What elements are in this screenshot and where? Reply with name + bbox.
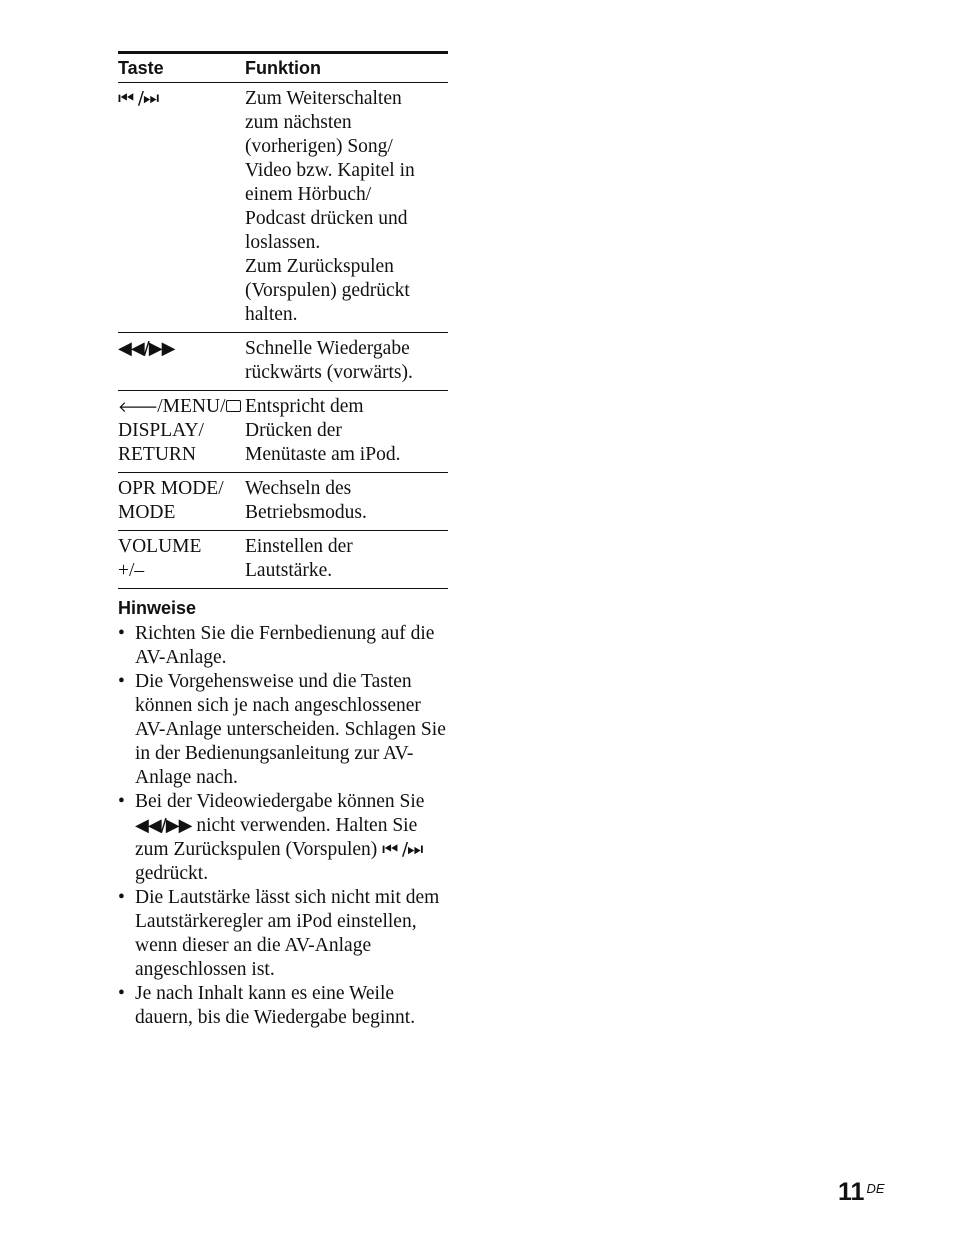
bullet: • bbox=[118, 623, 125, 644]
list-item bbox=[118, 622, 448, 670]
page-language-suffix: DE bbox=[866, 1181, 885, 1196]
note-text: Bei der Videowiedergabe können Sie bbox=[135, 791, 425, 812]
prev-next-icon: ⏮ /⏭ bbox=[118, 88, 159, 109]
key-cell bbox=[118, 83, 245, 333]
table-row bbox=[118, 531, 448, 589]
list-item bbox=[118, 982, 448, 1030]
bullet: • bbox=[118, 983, 125, 1004]
key-label: DISPLAY/ RETURN bbox=[118, 420, 204, 465]
table-header-row bbox=[118, 53, 448, 83]
note-text: nicht verwenden. Halten Sie zum Zurückspulen (Vorspulen) bbox=[135, 815, 418, 860]
key-cell: OPR MODE/ MODE bbox=[118, 473, 245, 531]
note-text: Die Vorgehensweise und die Tasten können sich je nach angeschlossener AV-Anlage unterscheiden. Schlagen Sie in der Bedienungsanleitung zur AV-Anlage nach. bbox=[135, 671, 446, 788]
list-item bbox=[118, 670, 448, 790]
key-function-table bbox=[118, 51, 448, 589]
list-item bbox=[118, 886, 448, 982]
function-cell: Entspricht dem Drücken der Menütaste am iPod. bbox=[245, 391, 448, 473]
table-row bbox=[118, 391, 448, 473]
notes-list bbox=[118, 622, 448, 1030]
key-cell: VOLUME +/– bbox=[118, 531, 245, 589]
key-cell bbox=[118, 333, 245, 391]
display-icon bbox=[226, 400, 241, 412]
table-row bbox=[118, 83, 448, 333]
note-text: Die Lautstärke lässt sich nicht mit dem Lautstärkeregler am iPod einstellen, wenn dieser an die AV-Anlage angeschlossen ist. bbox=[135, 887, 440, 980]
bullet: • bbox=[118, 791, 125, 812]
function-cell: Schnelle Wiedergabe rückwärts (vorwärts). bbox=[245, 333, 448, 391]
note-text: Richten Sie die Fernbedienung auf die AV-Anlage. bbox=[135, 623, 435, 668]
header-function: Funktion bbox=[245, 53, 448, 83]
back-arrow-icon: 🡐 bbox=[118, 398, 158, 416]
notes-heading: Hinweise bbox=[118, 598, 197, 618]
function-cell: Einstellen der Lautstärke. bbox=[245, 531, 448, 589]
bullet: • bbox=[118, 887, 125, 908]
header-key: Taste bbox=[118, 53, 245, 83]
main-column bbox=[118, 51, 448, 1030]
rewind-forward-icon: ◀◀/▶▶ bbox=[118, 338, 175, 359]
note-text: Je nach Inhalt kann es eine Weile dauern, bis die Wiedergabe beginnt. bbox=[135, 983, 416, 1028]
function-cell: Wechseln des Betriebsmodus. bbox=[245, 473, 448, 531]
key-label: /MENU/ bbox=[157, 396, 226, 417]
note-text: gedrückt. bbox=[135, 863, 209, 884]
function-cell: Zum Weiterschalten zum nächsten (vorherigen) Song/ Video bzw. Kapitel in einem Hörbuch/ Podcast drücken und loslassen. Zum Zurückspulen (Vorspulen) gedrückt halten. bbox=[245, 83, 448, 333]
key-cell bbox=[118, 391, 245, 473]
prev-next-icon: ⏮ /⏭ bbox=[382, 839, 423, 860]
page-number-value: 11 bbox=[838, 1178, 865, 1206]
rewind-forward-icon: ◀◀/▶▶ bbox=[135, 815, 192, 836]
bullet: • bbox=[118, 671, 125, 692]
table-row bbox=[118, 473, 448, 531]
table-row bbox=[118, 333, 448, 391]
list-item bbox=[118, 790, 448, 886]
page-number bbox=[838, 1178, 885, 1207]
